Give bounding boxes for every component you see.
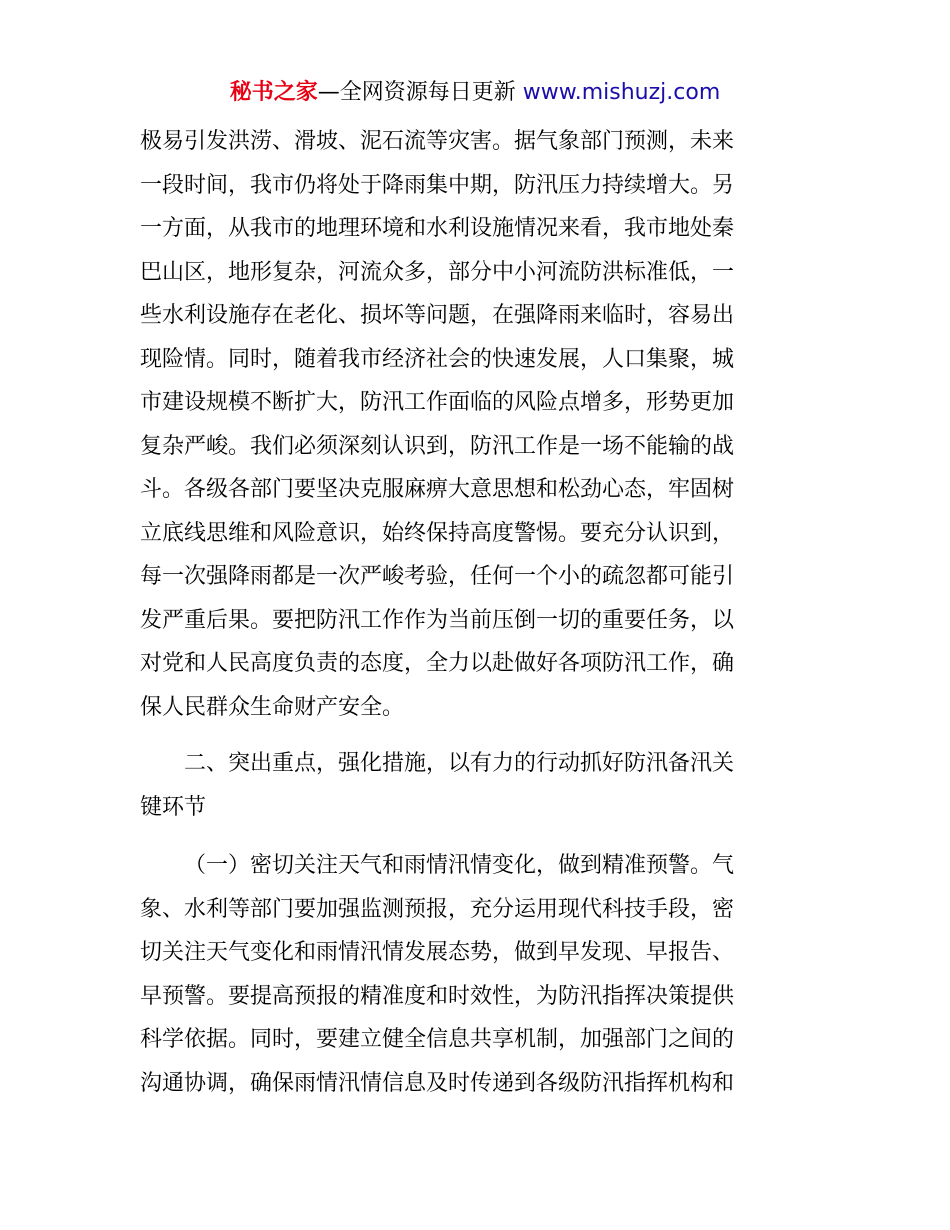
site-tagline: —全网资源每日更新 — [317, 80, 516, 105]
text-line: 斗。各级各部门要坚决克服麻痹大意思想和松劲心态，牢固树 — [140, 477, 735, 502]
text-line: 立底线思维和风险意识，始终保持高度警惕。要充分认识到， — [140, 520, 735, 546]
heading-line: 键环节 — [140, 794, 207, 820]
text-line: 沟通协调，确保雨情汛情信息及时传递到各级防汛指挥机构和 — [140, 1070, 735, 1096]
subsection-paragraph — [140, 844, 820, 1105]
heading-line: 二、突出重点，强化措施，以有力的行动抓好防汛备汛关 — [184, 751, 735, 776]
text-line: 一段时间，我市仍将处于降雨集中期，防汛压力持续增大。另 — [140, 172, 735, 198]
text-line: 切关注天气变化和雨情汛情发展态势，做到早发现、早报告、 — [140, 940, 735, 965]
text-line: 复杂严峻。我们必须深刻认识到，防汛工作是一场不能输的战 — [140, 433, 735, 459]
site-name: 秘书之家 — [229, 80, 318, 105]
text-line: 些水利设施存在老化、损坏等问题，在强降雨来临时，容易出 — [140, 303, 735, 328]
text-line: 对党和人民高度负责的态度，全力以赴做好各项防汛工作，确 — [140, 651, 735, 676]
text-line: 一方面，从我市的地理环境和水利设施情况来看，我市地处秦 — [140, 216, 735, 241]
site-url-link[interactable]: www.mishuzj.com — [522, 80, 721, 105]
text-line: 科学依据。同时，要建立健全信息共享机制，加强部门之间的 — [140, 1027, 735, 1052]
text-line: 市建设规模不断扩大，防汛工作面临的风险点增多，形势更加 — [140, 390, 735, 415]
page-header — [0, 78, 950, 108]
section-heading — [140, 742, 820, 829]
text-line: 巴山区，地形复杂，河流众多，部分中小河流防洪标准低，一 — [140, 259, 735, 285]
text-line: 发严重后果。要把防汛工作作为当前压倒一切的重要任务，以 — [140, 607, 735, 633]
text-line: 象、水利等部门要加强监测预报，充分运用现代科技手段，密 — [140, 896, 735, 922]
text-line: 每一次强降雨都是一次严峻考验，任何一个小的疏忽都可能引 — [140, 564, 735, 589]
text-line: 极易引发洪涝、滑坡、泥石流等灾害。据气象部门预测，未来 — [140, 129, 735, 154]
paragraph-continued — [140, 120, 820, 729]
text-line: （一）密切关注天气和雨情汛情变化，做到精准预警。气 — [184, 853, 735, 878]
text-line: 现险情。同时，随着我市经济社会的快速发展，人口集聚，城 — [140, 346, 735, 372]
text-line: 保人民群众生命财产安全。 — [140, 694, 405, 720]
document-body — [140, 120, 820, 1105]
text-line: 早预警。要提高预报的精准度和时效性，为防汛指挥决策提供 — [140, 983, 735, 1009]
